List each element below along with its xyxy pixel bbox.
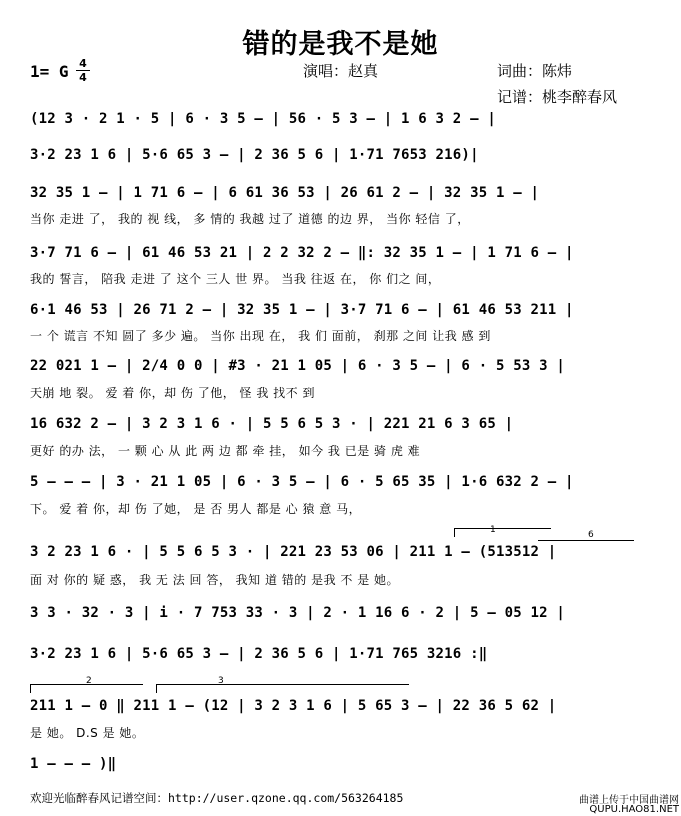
meter-top: 4 <box>79 57 87 70</box>
score-line-11: 3·2 23 1 6 | 5·6 65 3 – | 2 36 5 6 | 1·71 765 3216 :‖ <box>30 646 488 662</box>
score-line-6: 22 021 1 – | 2/4 0 0 | #3 · 21 1 05 | 6 · 3 5 – | 6 · 5 53 3 | <box>30 358 565 374</box>
lyric-line-4: 我的 誓言， 陪我 走进 了 这个 三人 世 界。 当我 往返 在， 你 们之 间， <box>30 272 441 286</box>
score-line-9: 3 2 23 1 6 · | 5 5 6 5 3 · | 221 23 53 06 | 211 1 – (513512 | <box>30 544 557 560</box>
score-line-1: (12 3 · 2 1 · 5 | 6 · 3 5 – | 56 · 5 3 – | 1 6 3 2 – | <box>30 111 496 127</box>
site-watermark-line2: QUPU.HAO81.NET <box>589 804 679 815</box>
third-ending-bracket <box>156 684 409 693</box>
second-ending-number: 2 <box>86 676 92 686</box>
lyric-line-3: 当你 走进 了， 我的 视 线， 多 情的 我越 过了 道德 的边 界， 当你 轻信 了， <box>30 212 470 226</box>
third-ending-number: 3 <box>218 676 224 686</box>
key-signature: 1= G <box>30 62 69 81</box>
lyric-line-9: 面 对 你的 疑 惑， 我 无 法 回 答， 我知 道 错的 是我 不 是 她。 <box>30 573 400 587</box>
sixtuplet-number: 6 <box>588 530 594 540</box>
meter-bottom: 4 <box>79 71 87 84</box>
score-line-4: 3·7 71 6 – | 61 46 53 21 | 2 2 32 2 – ‖: 32 35 1 – | 1 71 6 – | <box>30 245 574 261</box>
footer-text: 欢迎光临醉春风记谱空间：http://user.qzone.qq.com/563264185 <box>30 791 404 805</box>
composer-credit: 词曲：陈炜 <box>497 62 573 80</box>
lyric-line-12: 是 她。 D.S 是 她。 <box>30 726 145 740</box>
first-ending-bracket <box>454 528 551 537</box>
score-line-2: 3·2 23 1 6 | 5·6 65 3 – | 2 36 5 6 | 1·71 7653 216)| <box>30 147 479 163</box>
score-line-13: 1 – – – )‖ <box>30 756 117 772</box>
sixtuplet-bracket <box>538 540 634 541</box>
first-ending-number: 1 <box>490 525 496 535</box>
lyric-line-6: 天崩 地 裂。 爱 着 你，却 伤 了他， 怪 我 找不 到 <box>30 386 315 400</box>
lyric-line-8: 下。 爱 着 你，却 伤 了她， 是 否 男人 都是 心 猿 意 马， <box>30 502 362 516</box>
site-watermark-line1: 曲谱上传于中国曲谱网 <box>579 795 679 806</box>
song-title: 错的是我不是她 <box>242 29 439 60</box>
transcriber-credit: 记谱：桃李醉春风 <box>497 88 618 106</box>
score-line-12: 211 1 – 0 ‖ 211 1 – (12 | 3 2 3 1 6 | 5 65 3 – | 22 36 5 62 | <box>30 698 557 714</box>
singer-credit: 演唱：赵真 <box>303 62 379 80</box>
score-line-8: 5 – – – | 3 · 21 1 05 | 6 · 3 5 – | 6 · 5 65 35 | 1·6 632 2 – | <box>30 474 574 490</box>
score-line-3: 32 35 1 – | 1 71 6 – | 6 61 36 53 | 26 61 2 – | 32 35 1 – | <box>30 185 540 201</box>
lyric-line-5: 一 个 谎言 不知 圆了 多少 遍。 当你 出现 在， 我 们 面前， 刹那 之间 让我 感 到 <box>30 329 491 343</box>
lyric-line-7: 更好 的办 法， 一 颗 心 从 此 两 边 都 牵 挂， 如今 我 已是 骑 虎 难 <box>30 444 421 458</box>
score-line-5: 6·1 46 53 | 26 71 2 – | 32 35 1 – | 3·7 71 6 – | 61 46 53 211 | <box>30 302 574 318</box>
time-signature <box>76 58 90 83</box>
score-line-7: 16 632 2 – | 3 2 3 1 6 · | 5 5 6 5 3 · | 221 21 6 3 65 | <box>30 416 514 432</box>
score-line-10: 3 3 · 32 · 3 | i · 7 753 33 · 3 | 2 · 1 16 6 · 2 | 5 – 05 12 | <box>30 605 565 621</box>
